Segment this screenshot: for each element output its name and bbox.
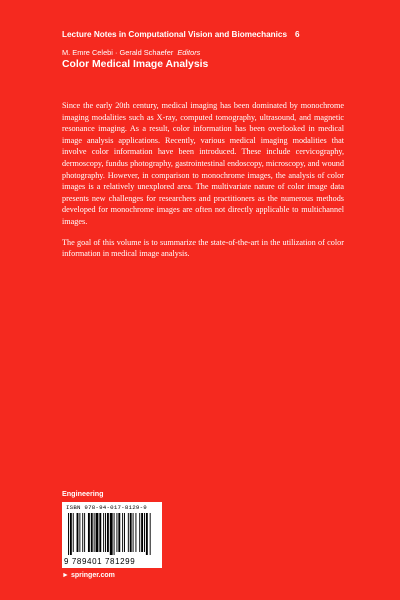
- barcode-box: [62, 502, 162, 568]
- barcode-bar: [118, 513, 120, 552]
- series-line: [62, 30, 300, 39]
- barcode-bar: [130, 513, 132, 552]
- description-paragraph: Since the early 20th century, medical imaging has been dominated by monochrome imaging modalities such as X-ray, computed tomography, ultrasound, and magnetic resonance imaging. As a result, color information has been overlooked in medical image analysis applications. Recently, various medical imaging modalities that involve color information have been introduced. These include cervicography, dermoscopy, fundus photography, gastrointestinal endoscopy, microscopy, and wound photography. However, in comparison to monochrome images, the analysis of color images is a relatively unexplored area. The multivariate nature of color image data presents new challenges for researchers and practitioners as the numerous methods developed for monochrome images are often not directly applicable to multichannel images.: [62, 101, 344, 226]
- series-name: Lecture Notes in Computational Vision and Biomechanics: [62, 30, 288, 39]
- barcode-bar: [70, 513, 72, 555]
- barcode-bar: [73, 513, 74, 552]
- barcode-bar: [105, 513, 106, 552]
- barcode-bar: [99, 513, 101, 552]
- barcode-bar: [150, 513, 151, 555]
- barcode-bar: [122, 513, 123, 552]
- barcode-bar: [133, 513, 134, 552]
- barcode-bar: [146, 513, 148, 555]
- barcode-bar: [103, 513, 104, 552]
- barcode-bar: [110, 513, 113, 555]
- barcode-bar: [82, 513, 83, 552]
- series-volume: 6: [295, 30, 300, 39]
- description: [62, 100, 344, 269]
- barcode-bar: [107, 513, 109, 552]
- publisher-link[interactable]: [62, 572, 115, 579]
- editors-line: [62, 48, 200, 57]
- barcode-bar: [79, 513, 80, 552]
- barcode-bar: [88, 513, 90, 552]
- arrow-right-icon: ►: [62, 572, 69, 579]
- book-title: Color Medical Image Analysis: [62, 59, 209, 70]
- ean-digits: 9 789401 781299: [64, 557, 136, 566]
- barcode-image: [66, 513, 158, 555]
- barcode-bar: [96, 513, 99, 552]
- subject-category: Engineering: [62, 489, 104, 498]
- editor-names: M. Emre Celebi · Gerald Schaefer: [62, 48, 174, 57]
- editors-label: Editors: [177, 48, 201, 57]
- barcode-bar: [116, 513, 117, 552]
- publisher-url: springer.com: [70, 572, 115, 579]
- barcode-bar: [77, 513, 79, 552]
- barcode-bar: [144, 513, 145, 552]
- barcode-bar: [94, 513, 95, 552]
- barcode-bar: [141, 513, 143, 552]
- barcode-bar: [139, 513, 140, 552]
- description-paragraph: The goal of this volume is to summarize the state-of-the-art in the utilization of color information in medical image analysis.: [62, 237, 344, 259]
- barcode-bar: [135, 513, 136, 552]
- isbn-label: ISBN 978-94-017-8129-9: [66, 504, 147, 511]
- barcode-bar: [124, 513, 125, 552]
- barcode-bar: [91, 513, 93, 552]
- barcode-bar: [68, 513, 69, 555]
- barcode-bar: [84, 513, 85, 552]
- barcode-bar: [114, 513, 115, 555]
- barcode-bar: [128, 513, 129, 552]
